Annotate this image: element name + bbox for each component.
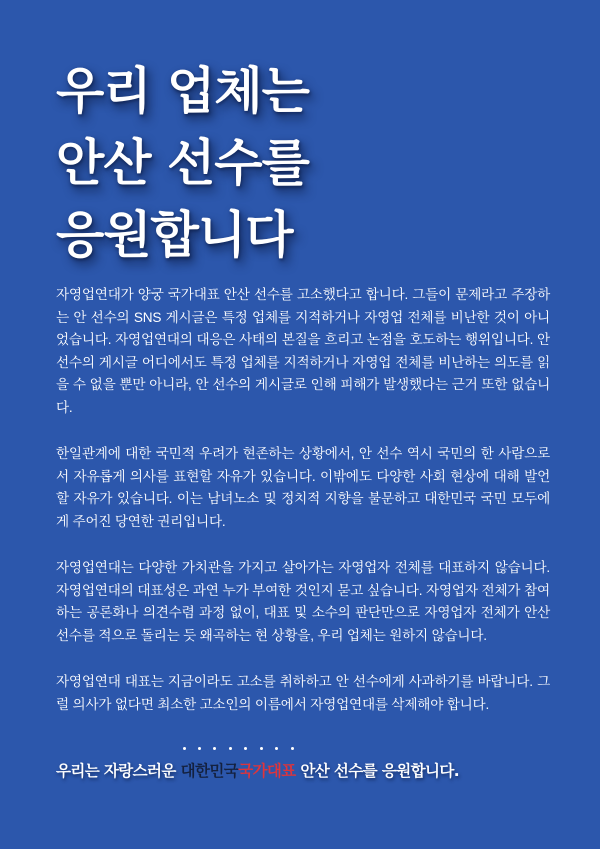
emphasis-dot — [275, 747, 278, 750]
closing-prefix: 우리는 자랑스러운 — [56, 762, 181, 780]
paragraph-1: 자영업연대가 양궁 국가대표 안산 선수를 고소했다고 합니다. 그들이 문제라고 주장하는 안 선수의 SNS 게시글은 특정 업체를 지적하거나 자영업 전체를 비난한 것이 아니었습니다. 자영업연대의 대응은 사태의 본질을 흐리고 논점을 호도하는 행위입니다. 안 선수의 게시글 어디에서도 특정 업체를 지적하거나 자영업 전체를 비난하는 의도를 읽을 수 없을 뿐만 아니라, 안 선수의 게시글로 인해 피해가 발생했다는 근거 또한 없습니다. — [56, 287, 550, 415]
paragraph-3: 자영업연대는 다양한 가치관을 가지고 살아가는 자영업자 전체를 대표하지 않습니다. 자영업연대의 대표성은 과연 누가 부여한 것인지 묻고 싶습니다. 자영업자 전체가 참여하는 공론화나 의견수렴 과정 없이, 대표 및 소수의 판단만으로 자영업자 전체가 안산 선수를 적으로 돌리는 듯 왜곡하는 현 상황을, 우리 업체는 원하지 않습니다. — [56, 560, 550, 643]
closing-emphasis-korea: 대한민국 — [180, 762, 239, 780]
headline-line-2: 안산 선수를 — [56, 134, 309, 192]
emphasis-dot — [291, 747, 294, 750]
emphasis-dots — [183, 747, 294, 753]
closing-slogan — [56, 759, 556, 781]
closing-emphasis — [181, 759, 296, 781]
emphasis-dot — [213, 747, 216, 750]
closing-emphasis-national-team: 국가대표 — [238, 762, 296, 780]
emphasis-dot — [229, 747, 232, 750]
emphasis-dot — [260, 747, 263, 750]
closing-suffix: 안산 선수를 응원합니다. — [295, 762, 459, 780]
paragraph-2: 한일관계에 대한 국민적 우려가 현존하는 상황에서, 안 선수 역시 국민의 한 사람으로서 자유롭게 의사를 표현할 자유가 있습니다. 이밖에도 다양한 사회 현상에 대해 발언할 자유가 있습니다. 이는 남녀노소 및 정치적 지향을 불문하고 대한민국 국민 모두에게 주어진 당연한 권리입니다. — [56, 446, 550, 529]
emphasis-dot — [198, 747, 201, 750]
emphasis-dot — [244, 747, 247, 750]
paragraph-4: 자영업연대 대표는 지금이라도 고소를 취하하고 안 선수에게 사과하기를 바랍니다. 그럴 의사가 없다면 최소한 고소인의 이름에서 자영업연대를 삭제해야 합니다. — [56, 674, 550, 712]
headline — [56, 55, 309, 271]
emphasis-dot — [183, 747, 186, 750]
statement-body — [56, 284, 550, 740]
headline-line-1: 우리 업체는 — [56, 62, 309, 120]
headline-line-3: 응원합니다 — [56, 206, 293, 264]
